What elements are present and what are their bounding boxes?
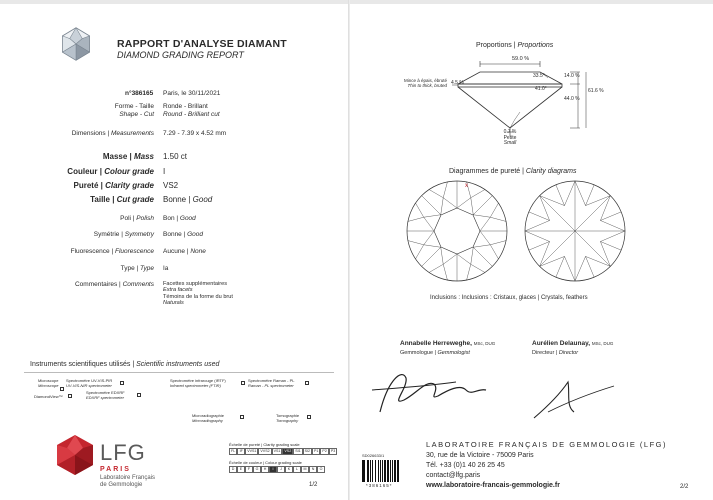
barcode-bar (375, 460, 376, 482)
type-label: Type | Type (120, 265, 154, 272)
mass-value: 1.50 ct (163, 152, 188, 161)
barcode-bar (367, 460, 369, 482)
instrument-microradiography: Microradiographie Microradiography (192, 413, 225, 423)
scale-cell: D (229, 466, 237, 473)
shape-label-en: Shape - Cut (119, 111, 154, 118)
scale-cell: L (293, 466, 301, 473)
instrument-microradiography-checkbox (240, 415, 244, 419)
certificate-number: SD026633/1 (362, 453, 385, 458)
dimensions-label: Dimensions | Measurements (71, 130, 154, 137)
type-value: Ia (163, 265, 169, 272)
report-subtitle: DIAMOND GRADING REPORT (117, 50, 244, 60)
colour-value: I (163, 167, 166, 176)
colour-scale-label: Échelle de couleur | Colour grading scale (229, 460, 302, 465)
barcode-bar (372, 460, 374, 482)
instrument-raman-checkbox (305, 381, 309, 385)
barcode-bar (380, 460, 382, 482)
scale-cell: O (317, 466, 325, 473)
girdle-value: 4.5 % (451, 80, 464, 86)
instrument-ftir: Spectromètre infrarouge (IRTF) Infrared spectrometer (FTIR) (170, 378, 226, 388)
culet-description: 0.7 % Petite Small (503, 129, 517, 146)
scale-cell: K (285, 466, 293, 473)
clarity-value: VS2 (163, 181, 179, 190)
barcode (360, 452, 415, 492)
scale-cell: M (301, 466, 309, 473)
clarity-diagrams-title: Diagrammes de pureté | Clarity diagrams (449, 168, 577, 175)
table-value: 59.0 % (512, 56, 530, 62)
instrument-microscope: Microscope Microscope (38, 378, 59, 388)
scale-cell: VS2 (284, 449, 292, 453)
scale-cell: H (261, 466, 269, 473)
clarity-scale-label: Échelle de pureté | Clarity grading scale (229, 442, 300, 447)
barcode-bar (390, 460, 391, 482)
scale-cell: SI2 (304, 449, 311, 453)
scale-cell: G (253, 466, 261, 473)
scale-cell: FL (231, 449, 236, 453)
instrument-raman: Spectromètre Raman - PL Raman - PL spectrometer (248, 378, 295, 388)
instrument-ftir-checkbox (241, 381, 245, 385)
scale-cell: SI1 (295, 449, 301, 453)
barcode-bar (362, 460, 364, 482)
total-depth-value: 61.6 % (588, 88, 604, 94)
polish-label: Poli | Polish (120, 215, 154, 222)
lab-website[interactable]: www.laboratoire-francais-gemmologie.fr (426, 482, 560, 489)
shape-label: Forme - Taille (114, 103, 154, 110)
svg-text:x: x (465, 183, 468, 189)
barcode-bar (387, 460, 389, 482)
fold-line (348, 0, 350, 500)
signatory-2-name: Aurélien Delaunay, MSc, DUG (532, 340, 614, 347)
signature-1-image (368, 360, 508, 422)
shape-value: Ronde - Brillant (163, 103, 208, 110)
barcode-bar (394, 460, 396, 482)
scale-cell: F (245, 466, 253, 473)
barcode-text: *386165* (366, 483, 393, 488)
signatory-2-role: Directeur | Director (532, 350, 579, 356)
barcode-bar (364, 460, 365, 482)
scale-cell: E (237, 466, 245, 473)
lfg-logo-icon (55, 434, 95, 476)
clarity-label: Pureté | Clarity grade (73, 181, 154, 190)
scale-cell: P3 (330, 449, 336, 453)
scale-cell: N (309, 466, 317, 473)
lab-name: LABORATOIRE FRANÇAIS DE GEMMOLOGIE (LFG) (426, 440, 667, 449)
colour-label: Couleur | Colour grade (67, 167, 154, 176)
barcode-bar (382, 460, 383, 482)
barcode-bar (384, 460, 386, 482)
fluorescence-value: Aucune | None (163, 248, 206, 255)
colour-scale (229, 466, 325, 473)
girdle-description: Mince à épais, ébruté Thin to thick, bruted (403, 78, 447, 88)
cut-value: Bonne | Good (163, 195, 213, 204)
page-number-right: 2/2 (680, 484, 689, 490)
scale-cell: VS1 (273, 449, 281, 453)
scale-cell: P1 (314, 449, 319, 453)
lab-phone: Tél. +33 (0)1 40 26 25 45 (426, 462, 505, 469)
instrument-edxrf: Spectromètre EDXRF EDXRF spectrometer (86, 390, 125, 400)
instrument-tomography: Tomographie Tomography (276, 413, 300, 423)
lfg-logo-letters: LFG (100, 440, 146, 465)
instrument-uvvis: Spectromètre UV-VIS-PIR UV-VIS-NIR spectrometer (66, 378, 113, 388)
scale-cell: IF (237, 448, 245, 455)
signature-2-image (528, 372, 628, 424)
crown-angle-value: 33.5° (533, 73, 545, 79)
signatory-1-role: Gemmologue | Gemmologist (400, 350, 470, 356)
lfg-logo-lab: Laboratoire Français de Gemmologie (100, 475, 156, 488)
barcode-bar (397, 460, 399, 482)
inclusions-text: Inclusions : Inclusions : Cristaux, glaces | Crystals, feathers (430, 295, 588, 301)
diamond-logo-icon (58, 26, 94, 62)
instrument-tomography-checkbox (307, 415, 311, 419)
instrument-diamondview-checkbox (68, 394, 72, 398)
report-title: RAPPORT D'ANALYSE DIAMANT (117, 38, 287, 50)
proportions-title: Proportions | Proportions (476, 42, 554, 49)
pavilion-angle-value: 41.0° (535, 86, 547, 92)
symmetry-value: Bonne | Good (163, 231, 204, 238)
pavilion-depth-value: 44.0 % (564, 96, 580, 102)
comments-label: Commentaires | Comments (74, 281, 154, 288)
mass-label: Masse | Mass (102, 152, 154, 161)
symmetry-label: Symétrie | Symmetry (93, 231, 154, 238)
scale-cell: I (269, 466, 277, 473)
instrument-microscope-checkbox (60, 387, 64, 391)
polish-value: Bon | Good (163, 215, 196, 222)
instrument-edxrf-checkbox (137, 393, 141, 397)
fluorescence-label: Fluorescence | Fluorescence (70, 248, 154, 255)
scale-cell: VVS1 (247, 449, 257, 453)
shape-value-en: Round - Brilliant cut (163, 111, 220, 118)
crown-clarity-diagram (402, 178, 512, 284)
scale-cell: J (277, 466, 285, 473)
scale-cell: VVS2 (260, 449, 270, 453)
crown-height-value: 14.0 % (564, 73, 580, 79)
instrument-uvvis-checkbox (120, 381, 124, 385)
instrument-diamondview: DiamondView™ (34, 394, 63, 399)
lab-street: 30, rue de la Victoire - 75009 Paris (426, 452, 534, 459)
pavilion-clarity-diagram (520, 178, 630, 284)
lab-email: contact@lfg.paris (426, 472, 481, 479)
report-number: n°386165 (125, 90, 154, 97)
cut-label: Taille | Cut grade (90, 195, 154, 204)
scale-cell: P2 (322, 449, 327, 453)
instruments-divider (24, 372, 334, 373)
clarity-scale (229, 448, 337, 455)
page-number-left: 1/2 (309, 482, 318, 488)
signatory-1-name: Annabelle Herreweghe, MSc, DUG (400, 340, 496, 347)
lfg-logo-paris: PARIS (100, 466, 131, 473)
instruments-title: Instruments scientifiques utilisés | Scientific instruments used (30, 361, 220, 368)
report-place-date: Paris, le 30/11/2021 (163, 90, 221, 97)
comments-value: Facettes supplémentaires Extra facets Témoins de la forme du brut Naturals (163, 281, 233, 306)
top-edge (0, 0, 713, 4)
dimensions-value: 7.29 - 7.39 x 4.52 mm (163, 130, 227, 137)
